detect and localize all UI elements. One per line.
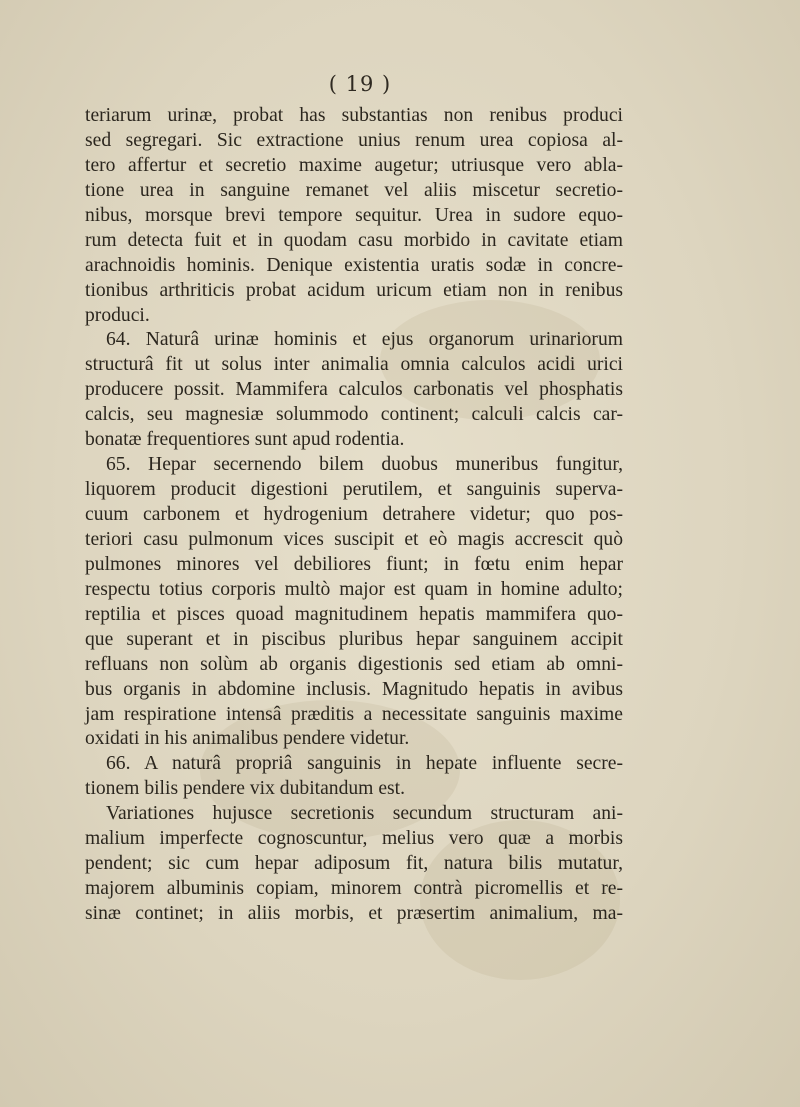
text-line: sinæ continet; in aliis morbis, et præsertim animalium, ma- — [85, 903, 623, 924]
text-line: tero affertur et secretio maxime augetur; utriusque vero abla- — [85, 154, 623, 176]
text-line: 66. A naturâ propriâ sanguinis in hepate influente secre- — [106, 753, 623, 775]
text-line: tione urea in sanguine remanet vel aliis miscetur secretio- — [85, 179, 623, 201]
text-line: respectu totius corporis multò major est quam in homine adulto; — [85, 578, 623, 600]
text-line: majorem albuminis copiam, minorem contrà picromellis et re- — [85, 878, 623, 900]
text-line: refluans non solùm ab organis digestionis sed etiam ab omni- — [85, 653, 623, 675]
text-line: Variationes hujusce secretionis secundum structuram ani- — [106, 803, 623, 825]
text-line: nibus, morsque brevi tempore sequitur. Urea in sudore equo- — [85, 204, 623, 226]
text-line: cuum carbonem et hydrogenium detrahere videtur; quo pos- — [85, 504, 623, 525]
text-line: pulmones minores vel debiliores fiunt; in fœtu enim hepar — [85, 553, 623, 575]
text-line: rum detecta fuit et in quodam casu morbido in cavitate etiam — [85, 229, 623, 251]
text-line: calcis, seu magnesiæ solummodo continent; calculi calcis car- — [85, 404, 623, 426]
text-line: oxidati in his animalibus pendere videtur. — [85, 728, 410, 750]
text-line: tionem bilis pendere vix dubitandum est. — [85, 778, 405, 800]
text-line: tionibus arthriticis probat acidum uricum etiam non in renibus — [85, 279, 623, 301]
text-line: 64. Naturâ urinæ hominis et ejus organorum urinariorum — [106, 329, 623, 351]
text-line: liquorem producit digestioni perutilem, et sanguinis superva- — [85, 479, 623, 501]
text-line: pendent; sic cum hepar adiposum fit, natura bilis mutatur, — [85, 853, 623, 875]
text-line: produci. — [85, 304, 150, 326]
page-number: ( 19 ) — [328, 72, 392, 96]
text-line: bonatæ frequentiores sunt apud rodentia. — [85, 429, 405, 451]
text-line: teriarum urinæ, probat has substantias non renibus produci — [85, 105, 623, 126]
text-line: jam respiratione intensâ præditis a necessitate sanguinis maxime — [85, 703, 623, 725]
text-line: teriori casu pulmonum vices suscipit et eò magis accrescit quò — [85, 528, 623, 550]
text-line: reptilia et pisces quoad magnitudinem hepatis mammifera quo- — [85, 603, 623, 625]
body-text — [85, 104, 623, 927]
text-line: producere possit. Mammifera calculos carbonatis vel phosphatis — [85, 379, 623, 401]
text-line: 65. Hepar secernendo bilem duobus muneribus fungitur, — [106, 454, 623, 476]
text-line: arachnoidis hominis. Denique existentia uratis sodæ in concre- — [85, 254, 623, 276]
text-line: sed segregari. Sic extractione unius renum urea copiosa al- — [85, 129, 623, 151]
text-line: malium imperfecte cognoscuntur, melius vero quæ a morbis — [85, 828, 623, 850]
text-line: bus organis in abdomine inclusis. Magnitudo hepatis in avibus — [85, 678, 623, 700]
text-line: structurâ fit ut solus inter animalia omnia calculos acidi urici — [85, 354, 623, 376]
text-line: que superant et in piscibus pluribus hepar sanguinem accipit — [85, 628, 623, 650]
